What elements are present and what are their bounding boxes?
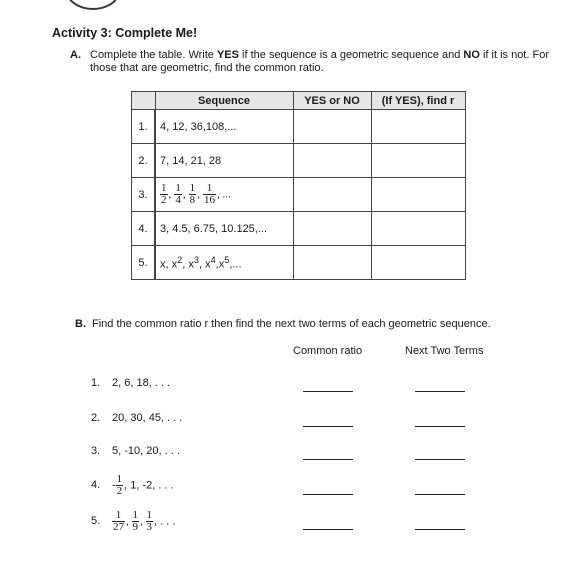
sequence-cell: 3, 4.5, 6.75, 10.125,... [155,212,293,246]
seq-part: x, x [160,258,178,271]
numerator: 1 [206,182,213,194]
instr-a-no: NO [463,49,480,61]
header-sequence: Sequence [155,92,293,110]
terms-answer-blank[interactable] [415,458,465,460]
table-header-row [132,92,466,110]
item-number: 1. [91,377,101,389]
item-number: 5. [91,515,101,528]
table-row [132,212,466,246]
page-edge-decoration [66,0,120,10]
part-b-instruction [75,318,491,330]
part-b-letter: B. [75,318,86,330]
table-row [132,178,466,212]
list-item [91,474,174,497]
numerator: 1 [132,509,138,521]
instr-a-yes: YES [216,49,239,61]
terms-answer-blank[interactable] [415,425,465,427]
list-item [91,377,170,389]
denominator: 3 [146,521,152,533]
sequence-cell [155,246,293,280]
header-number [132,92,156,110]
ratio-answer-cell[interactable] [371,144,465,178]
seq-part: , x [182,258,194,271]
item-number: 4. [91,479,101,492]
fraction [112,510,125,533]
numerator: 1 [161,182,167,194]
activity-title: Activity 3: Complete Me! [52,26,198,40]
yes-no-answer-cell[interactable] [293,246,371,280]
list-item: 5. $\frac{1}{27}$ , $\frac{1}{9}$ , $\frac{1}{3}$ , . . . [91,509,176,533]
seq-part: ,... [229,258,242,271]
minus-sign: - [112,479,116,492]
ratio-answer-blank[interactable] [303,425,353,427]
denominator: 16 [203,194,215,206]
instr-a-post: if it is not. For those that are geometric, find the common ratio. [90,49,549,74]
part-b-text: Find the common ratio r then find the next two terms of each geometric sequence. [92,318,491,330]
header-yes-or-no: YES or NO [293,92,371,110]
exponent: 3 [193,254,199,265]
row-number: 2. [132,144,156,178]
numerator: 1 [175,182,181,194]
list-item [91,445,180,457]
ratio-answer-cell[interactable] [371,212,465,246]
numerator: 1 [116,473,123,485]
yes-no-answer-cell[interactable] [293,110,371,144]
fraction [174,183,182,206]
item-sequence: , . . . [154,515,176,528]
list-item [91,412,182,424]
fraction [116,474,124,497]
sequence-cell: 7, 14, 21, 28 [155,144,293,178]
numerator: 1 [146,509,152,521]
ratio-answer-blank[interactable] [303,493,353,495]
denominator: 9 [132,521,138,533]
numerator: 1 [115,509,122,521]
ratio-answer-blank[interactable] [303,390,353,392]
row-number: 3. [132,178,156,212]
exponent: 2 [177,254,183,265]
table-row [132,144,466,178]
item-number: 2. [91,412,101,424]
ratio-answer-blank[interactable] [303,458,353,460]
denominator: 8 [189,194,196,206]
column-common-ratio: Common ratio [293,345,363,357]
sequence-cell: 4, 12, 36,108,... [155,110,293,144]
part-a-instruction [70,49,550,75]
item-sequence: 2, 6, 18, . . . [112,377,171,389]
denominator: 2 [116,485,123,497]
ratio-answer-cell[interactable] [371,246,465,280]
item-sequence: 20, 30, 45, . . . [112,412,183,424]
denominator: 27 [113,521,124,533]
seq-part: ,x [215,258,225,271]
instr-a-mid: if the sequence is a geometric sequence and [238,49,464,61]
yes-no-answer-cell[interactable] [293,212,371,246]
ellipsis: ... [222,188,231,201]
item-sequence: , 1, -2, . . . [124,479,174,492]
fraction [189,183,197,206]
part-a-letter: A. [70,49,81,61]
exponent: 4 [210,254,216,265]
item-number: 3. [91,445,101,457]
fraction [146,510,154,533]
yes-no-answer-cell[interactable] [293,178,371,212]
seq-part: , x [198,258,211,271]
fraction [132,510,140,533]
header-find-r: (If YES), find r [371,92,465,110]
denominator: 2 [161,194,167,206]
yes-no-answer-cell[interactable] [293,144,371,178]
ratio-answer-blank[interactable] [303,528,353,530]
ratio-answer-cell[interactable] [371,178,465,212]
exponent: 5 [224,254,230,265]
row-number: 5. [132,246,156,280]
instr-a-pre: Complete the table. Write [90,49,217,61]
table-row [132,246,466,280]
denominator: 4 [175,194,181,206]
numerator: 1 [189,182,196,194]
terms-answer-blank[interactable] [415,528,465,530]
table-row [132,110,466,144]
column-next-two-terms: Next Two Terms [405,345,484,357]
row-number: 1. [132,110,156,144]
part-a-text [90,49,550,75]
fraction [160,183,168,206]
fraction [203,183,216,206]
terms-answer-blank[interactable] [415,493,465,495]
item-sequence: 5, -10, 20, . . . [112,445,180,457]
terms-answer-blank[interactable] [415,390,465,392]
sequence-table [131,91,466,280]
row-number: 4. [132,212,156,246]
ratio-answer-cell[interactable] [371,110,465,144]
sequence-cell: $\frac{1}{2}$ , $\frac{1}{4}$ , $\frac{1}{8}$ , $\frac{1}{16}$ , ... [155,178,293,212]
